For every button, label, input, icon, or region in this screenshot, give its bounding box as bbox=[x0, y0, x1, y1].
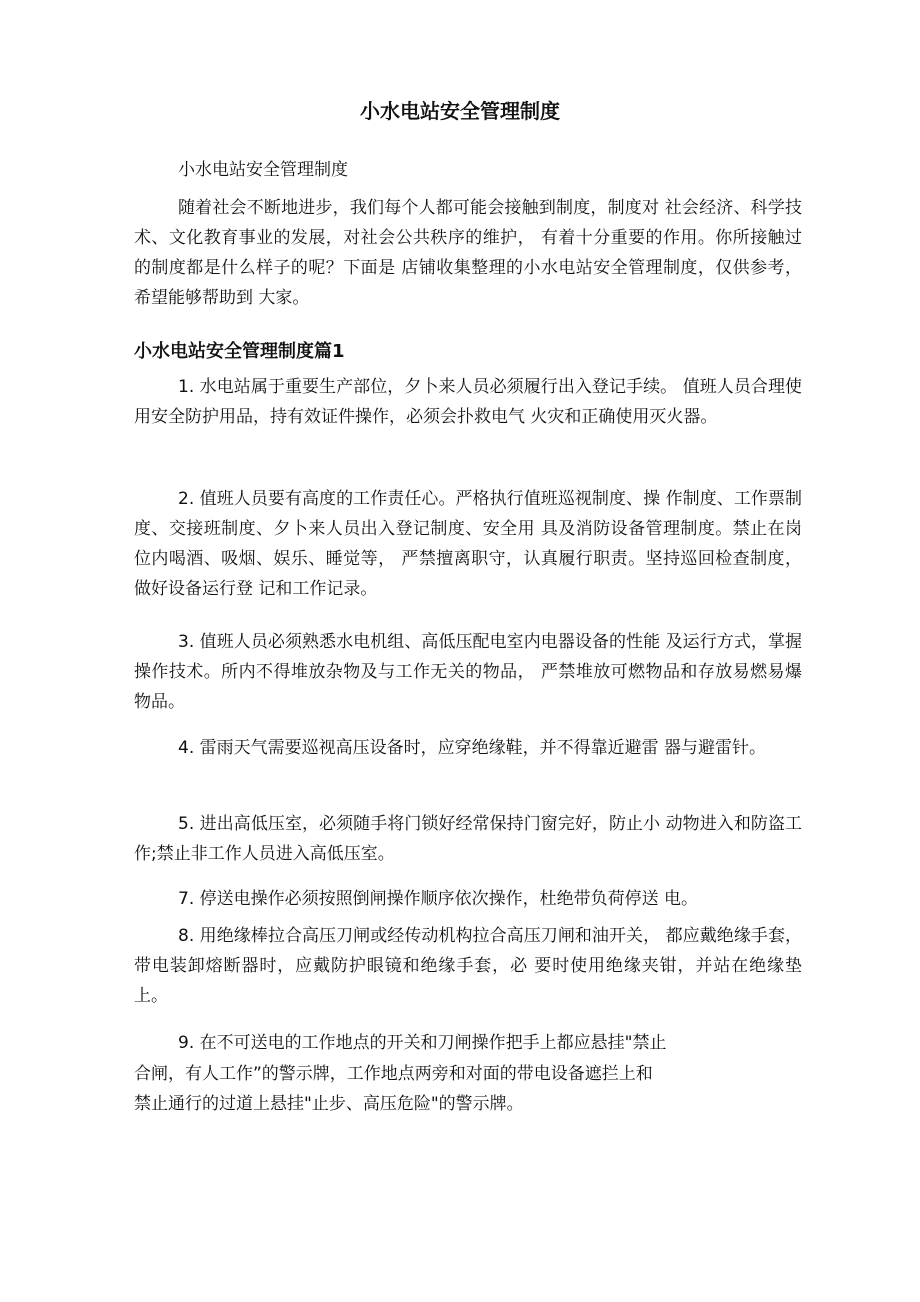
rule-item-9-line: 禁止通行的过道上悬挂"止步、高压危险"的警示牌。 bbox=[134, 1094, 524, 1114]
rule-item-9 bbox=[134, 1028, 802, 1120]
rule-item-5: 5. 进出高低压室，必须随手将门锁好经常保持门窗完好，防止小 动物进入和防盗工作;禁止非工作人员进入高低压室。 bbox=[134, 814, 802, 864]
rule-item-7: 7. 停送电操作必须按照倒闸操作顺序依次操作，杜绝带负荷停送 电。 bbox=[178, 889, 699, 909]
intro-paragraph: 随着社会不断地进步，我们每个人都可能会接触到制度，制度对 社会经济、科学技术、文化教育事业的发展，对社会公共秩序的维护， 有着十分重要的作用。你所接触过的制度都是什么样子的呢？下面是 店铺收集整理的小水电站安全管理制度，仅供参考，希望能够帮助到 大家。 bbox=[134, 198, 802, 308]
rule-item-2: 2. 值班人员要有高度的工作责任心。严格执行值班巡视制度、操 作制度、工作票制度、交接班制度、夕卜来人员出入登记制度、安全用 具及消防设备管理制度。禁止在岗位内喝酒、吸烟、娱乐、睡觉等， 严禁擅离职守，认真履行职责。坚持巡回检查制度，做好设备运行登 记和工作记录。 bbox=[134, 489, 802, 599]
rule-item-4: 4. 雷雨天气需要巡视高压设备时，应穿绝缘鞋，并不得靠近避雷 器与避雷针。 bbox=[178, 738, 767, 758]
rule-item-3: 3. 值班人员必须熟悉水电机组、高低压配电室内电器设备的性能 及运行方式，掌握操作技术。所内不得堆放杂物及与工作无关的物品， 严禁堆放可燃物品和存放易燃易爆物品。 bbox=[134, 632, 802, 712]
rule-item-9-line: 合闸，有人工作”的警示牌，工作地点两旁和对面的带电设备遮拦上和 bbox=[134, 1063, 653, 1084]
rule-item-9-line: 9. 在不可送电的工作地点的开关和刀闸操作把手上都应悬挂"禁止 bbox=[178, 1033, 667, 1053]
document-subtitle: 小水电站安全管理制度 bbox=[178, 160, 348, 180]
rule-item-1: 1. 水电站属于重要生产部位，夕卜来人员必须履行出入登记手续。 值班人员合理使用安全防护用品，持有效证件操作，必须会扑救电气 火灾和正确使用灭火器。 bbox=[134, 377, 802, 427]
section-heading: 小水电站安全管理制度篇1 bbox=[134, 341, 345, 362]
rule-item-8: 8. 用绝缘棒拉合高压刀闸或经传动机构拉合高压刀闸和油开关， 都应戴绝缘手套，带电装卸熔断器时，应戴防护眼镜和绝缘手套，必 要时使用绝缘夹钳，并站在绝缘垫上。 bbox=[134, 926, 802, 1006]
document-title: 小水电站安全管理制度 bbox=[360, 99, 560, 123]
